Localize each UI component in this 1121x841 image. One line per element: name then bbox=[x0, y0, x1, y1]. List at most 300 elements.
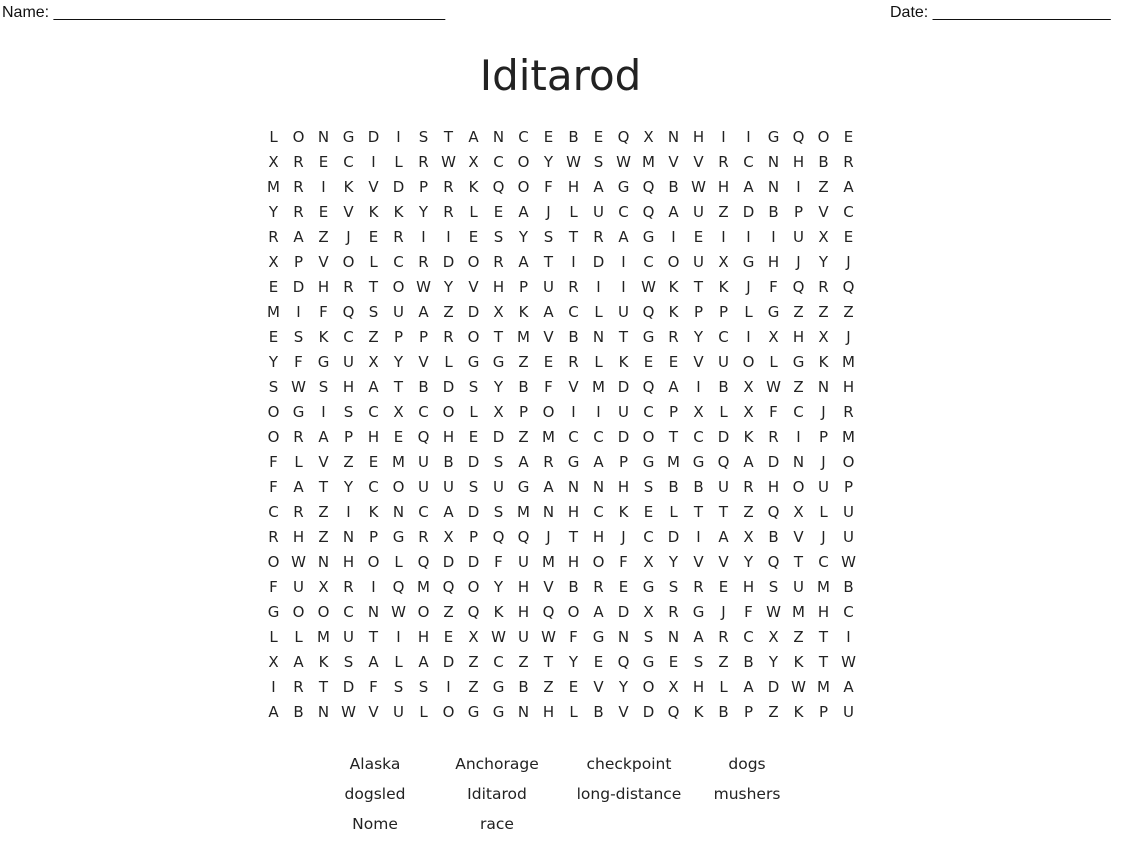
grid-letter: P bbox=[518, 278, 529, 296]
grid-letter: T bbox=[543, 253, 554, 271]
grid-letter: X bbox=[718, 253, 729, 271]
grid-letter: B bbox=[843, 578, 854, 596]
grid-letter: V bbox=[668, 153, 679, 171]
grid-letter: L bbox=[594, 353, 603, 371]
grid-letter: K bbox=[743, 428, 754, 446]
grid-letter: S bbox=[393, 678, 404, 696]
grid-row bbox=[261, 200, 861, 225]
grid-letter: B bbox=[668, 478, 679, 496]
grid-letter: B bbox=[693, 478, 704, 496]
grid-letter: T bbox=[393, 378, 404, 396]
grid-letter: I bbox=[796, 428, 801, 446]
grid-letter: A bbox=[618, 228, 629, 246]
grid-letter: K bbox=[468, 178, 479, 196]
grid-letter: Z bbox=[318, 228, 329, 246]
grid-letter: N bbox=[492, 128, 505, 146]
grid-letter: Q bbox=[767, 553, 780, 571]
grid-letter: R bbox=[768, 428, 779, 446]
grid-letter: N bbox=[367, 603, 380, 621]
grid-letter: U bbox=[518, 628, 529, 646]
grid-letter: D bbox=[592, 253, 605, 271]
grid-letter: H bbox=[692, 678, 705, 696]
grid-letter: L bbox=[569, 703, 578, 721]
grid-letter: S bbox=[343, 403, 354, 421]
grid-letter: E bbox=[368, 228, 379, 246]
page-title: Iditarod bbox=[479, 51, 642, 100]
grid-letter: I bbox=[446, 228, 451, 246]
grid-letter: Q bbox=[417, 428, 430, 446]
grid-letter: R bbox=[493, 253, 504, 271]
word-list-item: Iditarod bbox=[467, 785, 527, 803]
grid-letter: H bbox=[817, 603, 830, 621]
grid-letter: K bbox=[318, 653, 329, 671]
grid-letter: V bbox=[543, 328, 554, 346]
grid-letter: L bbox=[294, 628, 303, 646]
grid-letter: R bbox=[293, 503, 304, 521]
grid-letter: X bbox=[643, 603, 654, 621]
grid-letter: G bbox=[267, 603, 280, 621]
grid-letter: C bbox=[518, 128, 529, 146]
grid-letter: B bbox=[593, 703, 604, 721]
grid-letter: E bbox=[268, 328, 279, 346]
grid-letter: G bbox=[692, 603, 705, 621]
grid-letter: A bbox=[518, 453, 529, 471]
grid-letter: R bbox=[668, 328, 679, 346]
grid-letter: S bbox=[318, 378, 329, 396]
grid-letter: P bbox=[343, 428, 354, 446]
grid-letter: V bbox=[818, 203, 829, 221]
grid-row bbox=[261, 625, 861, 650]
grid-letter: X bbox=[443, 528, 454, 546]
grid-letter: O bbox=[392, 278, 405, 296]
grid-letter: A bbox=[543, 303, 554, 321]
grid-letter: C bbox=[493, 653, 504, 671]
grid-letter: X bbox=[318, 578, 329, 596]
grid-letter: M bbox=[792, 603, 805, 621]
grid-letter: F bbox=[319, 303, 328, 321]
grid-letter: E bbox=[268, 278, 279, 296]
grid-letter: N bbox=[342, 528, 355, 546]
grid-letter: Z bbox=[518, 653, 529, 671]
grid-letter: N bbox=[392, 503, 405, 521]
grid-letter: U bbox=[343, 353, 354, 371]
grid-letter: E bbox=[718, 578, 729, 596]
grid-letter: Y bbox=[518, 228, 529, 246]
grid-letter: O bbox=[392, 478, 405, 496]
grid-letter: X bbox=[643, 128, 654, 146]
grid-letter: R bbox=[843, 403, 854, 421]
grid-letter: Q bbox=[392, 578, 405, 596]
grid-letter: U bbox=[618, 303, 629, 321]
grid-letter: P bbox=[618, 453, 629, 471]
grid-letter: D bbox=[342, 678, 355, 696]
grid-letter: K bbox=[668, 278, 679, 296]
grid-letter: B bbox=[568, 128, 579, 146]
grid-letter: S bbox=[343, 653, 354, 671]
grid-letter: A bbox=[368, 378, 379, 396]
word-list-item: dogsled bbox=[344, 785, 406, 803]
grid-letter: I bbox=[571, 403, 576, 421]
grid-letter: G bbox=[467, 353, 480, 371]
grid-letter: X bbox=[268, 153, 279, 171]
grid-letter: M bbox=[842, 428, 855, 446]
grid-letter: U bbox=[693, 203, 704, 221]
grid-letter: J bbox=[721, 603, 726, 621]
grid-letter: R bbox=[268, 528, 279, 546]
grid-letter: Q bbox=[642, 378, 655, 396]
grid-letter: K bbox=[493, 603, 504, 621]
grid-letter: I bbox=[746, 328, 751, 346]
grid-letter: I bbox=[596, 278, 601, 296]
grid-letter: R bbox=[293, 428, 304, 446]
grid-letter: L bbox=[394, 553, 403, 571]
grid-letter: B bbox=[518, 678, 529, 696]
grid-letter: Q bbox=[842, 278, 855, 296]
grid-letter: I bbox=[371, 578, 376, 596]
grid-letter: X bbox=[818, 328, 829, 346]
grid-letter: O bbox=[342, 253, 355, 271]
grid-letter: Y bbox=[618, 678, 629, 696]
word-list bbox=[320, 751, 800, 841]
grid-letter: D bbox=[617, 378, 630, 396]
grid-letter: Q bbox=[792, 128, 805, 146]
grid-row bbox=[261, 550, 861, 575]
grid-letter: A bbox=[293, 228, 304, 246]
grid-letter: I bbox=[621, 278, 626, 296]
grid-letter: D bbox=[467, 453, 480, 471]
grid-letter: B bbox=[568, 328, 579, 346]
grid-letter: F bbox=[494, 553, 503, 571]
grid-letter: R bbox=[268, 228, 279, 246]
grid-letter: R bbox=[668, 603, 679, 621]
grid-letter: Q bbox=[642, 203, 655, 221]
grid-letter: H bbox=[792, 153, 805, 171]
grid-letter: N bbox=[317, 553, 330, 571]
grid-letter: J bbox=[346, 228, 351, 246]
grid-letter: V bbox=[318, 253, 329, 271]
grid-letter: R bbox=[293, 203, 304, 221]
grid-letter: R bbox=[418, 528, 429, 546]
grid-letter: I bbox=[671, 228, 676, 246]
grid-letter: K bbox=[618, 353, 629, 371]
grid-letter: R bbox=[718, 628, 729, 646]
grid-row bbox=[261, 475, 861, 500]
grid-letter: M bbox=[542, 553, 555, 571]
grid-letter: L bbox=[369, 253, 378, 271]
grid-letter: W bbox=[841, 653, 856, 671]
grid-letter: V bbox=[343, 203, 354, 221]
grid-letter: D bbox=[767, 453, 780, 471]
grid-letter: D bbox=[467, 303, 480, 321]
grid-letter: O bbox=[317, 603, 330, 621]
grid-letter: E bbox=[618, 578, 629, 596]
grid-letter: Y bbox=[493, 378, 504, 396]
grid-letter: P bbox=[743, 703, 754, 721]
grid-letter: L bbox=[294, 453, 303, 471]
grid-letter: W bbox=[791, 678, 806, 696]
grid-letter: T bbox=[568, 228, 579, 246]
grid-letter: C bbox=[568, 303, 579, 321]
grid-letter: N bbox=[567, 478, 580, 496]
grid-row bbox=[261, 650, 861, 675]
grid-letter: V bbox=[368, 178, 379, 196]
grid-letter: U bbox=[618, 403, 629, 421]
grid-letter: V bbox=[718, 553, 729, 571]
grid-letter: J bbox=[796, 253, 801, 271]
grid-letter: C bbox=[618, 203, 629, 221]
grid-letter: E bbox=[368, 453, 379, 471]
grid-letter: I bbox=[796, 178, 801, 196]
grid-letter: R bbox=[293, 153, 304, 171]
grid-letter: A bbox=[843, 678, 854, 696]
grid-letter: O bbox=[292, 128, 305, 146]
grid-letter: U bbox=[493, 478, 504, 496]
grid-letter: L bbox=[594, 303, 603, 321]
grid-letter: C bbox=[793, 403, 804, 421]
grid-letter: B bbox=[718, 703, 729, 721]
grid-letter: M bbox=[517, 503, 530, 521]
grid-letter: T bbox=[543, 653, 554, 671]
grid-letter: F bbox=[269, 578, 278, 596]
grid-letter: S bbox=[593, 153, 604, 171]
grid-letter: H bbox=[742, 578, 755, 596]
grid-letter: I bbox=[696, 378, 701, 396]
grid-letter: L bbox=[469, 403, 478, 421]
grid-letter: P bbox=[518, 403, 529, 421]
grid-letter: R bbox=[443, 203, 454, 221]
grid-letter: V bbox=[568, 378, 579, 396]
grid-letter: R bbox=[418, 153, 429, 171]
grid-letter: J bbox=[821, 403, 826, 421]
grid-letter: F bbox=[769, 278, 778, 296]
grid-letter: M bbox=[817, 578, 830, 596]
grid-letter: G bbox=[792, 353, 805, 371]
grid-letter: I bbox=[721, 228, 726, 246]
grid-letter: G bbox=[592, 628, 605, 646]
date-field-label: Date: ____________________ bbox=[890, 4, 1111, 21]
grid-letter: I bbox=[721, 128, 726, 146]
name-field-label: Name: ____________________________________________ bbox=[2, 4, 446, 21]
grid-letter: X bbox=[743, 403, 754, 421]
grid-row bbox=[261, 525, 861, 550]
grid-letter: Q bbox=[792, 278, 805, 296]
grid-letter: S bbox=[668, 578, 679, 596]
grid-letter: I bbox=[696, 528, 701, 546]
grid-letter: I bbox=[446, 678, 451, 696]
grid-letter: M bbox=[842, 353, 855, 371]
grid-letter: S bbox=[293, 328, 304, 346]
grid-letter: V bbox=[693, 553, 704, 571]
grid-letter: G bbox=[492, 353, 505, 371]
grid-letter: O bbox=[442, 703, 455, 721]
grid-letter: B bbox=[718, 378, 729, 396]
grid-letter: G bbox=[392, 528, 405, 546]
grid-letter: Z bbox=[793, 378, 804, 396]
grid-letter: E bbox=[643, 503, 654, 521]
grid-letter: Q bbox=[542, 603, 555, 621]
grid-letter: Z bbox=[843, 303, 854, 321]
grid-letter: C bbox=[268, 503, 279, 521]
grid-letter: S bbox=[368, 303, 379, 321]
grid-letter: W bbox=[441, 153, 456, 171]
grid-letter: R bbox=[718, 153, 729, 171]
grid-letter: A bbox=[743, 453, 754, 471]
grid-letter: I bbox=[396, 128, 401, 146]
grid-letter: X bbox=[468, 153, 479, 171]
grid-letter: E bbox=[643, 353, 654, 371]
grid-row bbox=[261, 375, 861, 400]
grid-letter: K bbox=[518, 303, 529, 321]
grid-letter: C bbox=[568, 428, 579, 446]
grid-letter: O bbox=[517, 178, 530, 196]
grid-letter: H bbox=[442, 428, 455, 446]
grid-letter: I bbox=[596, 403, 601, 421]
grid-letter: Q bbox=[642, 303, 655, 321]
grid-letter: F bbox=[769, 403, 778, 421]
grid-letter: H bbox=[542, 703, 555, 721]
grid-letter: D bbox=[667, 528, 680, 546]
grid-letter: A bbox=[518, 253, 529, 271]
grid-letter: C bbox=[418, 503, 429, 521]
grid-letter: Y bbox=[568, 653, 579, 671]
grid-letter: K bbox=[718, 278, 729, 296]
grid-row bbox=[261, 400, 861, 425]
grid-letter: F bbox=[544, 178, 553, 196]
grid-letter: Z bbox=[443, 603, 454, 621]
word-list-item: dogs bbox=[728, 755, 766, 773]
grid-letter: Y bbox=[768, 653, 779, 671]
grid-letter: P bbox=[693, 303, 704, 321]
grid-letter: W bbox=[391, 603, 406, 621]
grid-letter: U bbox=[593, 203, 604, 221]
grid-letter: U bbox=[843, 503, 854, 521]
grid-row bbox=[261, 125, 861, 150]
grid-letter: S bbox=[493, 453, 504, 471]
grid-letter: R bbox=[293, 678, 304, 696]
grid-letter: X bbox=[468, 628, 479, 646]
grid-letter: O bbox=[467, 253, 480, 271]
grid-letter: P bbox=[468, 528, 479, 546]
grid-letter: I bbox=[746, 228, 751, 246]
grid-letter: U bbox=[418, 453, 429, 471]
grid-letter: C bbox=[593, 503, 604, 521]
grid-letter: Z bbox=[518, 353, 529, 371]
grid-letter: I bbox=[371, 153, 376, 171]
grid-letter: E bbox=[593, 653, 604, 671]
grid-letter: H bbox=[792, 328, 805, 346]
word-list-item: checkpoint bbox=[586, 755, 672, 773]
grid-letter: Q bbox=[717, 453, 730, 471]
grid-letter: R bbox=[543, 453, 554, 471]
grid-letter: S bbox=[768, 578, 779, 596]
grid-letter: I bbox=[396, 628, 401, 646]
grid-letter: Y bbox=[743, 553, 754, 571]
grid-letter: Y bbox=[268, 353, 279, 371]
grid-letter: U bbox=[293, 578, 304, 596]
grid-letter: A bbox=[593, 178, 604, 196]
grid-letter: C bbox=[343, 603, 354, 621]
word-list-item: mushers bbox=[713, 785, 781, 803]
grid-letter: H bbox=[567, 503, 580, 521]
grid-letter: A bbox=[368, 653, 379, 671]
grid-letter: I bbox=[746, 128, 751, 146]
grid-letter: V bbox=[368, 703, 379, 721]
grid-letter: S bbox=[693, 653, 704, 671]
grid-letter: T bbox=[618, 328, 629, 346]
grid-letter: E bbox=[393, 428, 404, 446]
grid-letter: X bbox=[793, 503, 804, 521]
grid-letter: G bbox=[342, 128, 355, 146]
grid-letter: Z bbox=[818, 303, 829, 321]
grid-letter: H bbox=[517, 603, 530, 621]
grid-letter: E bbox=[318, 203, 329, 221]
grid-letter: W bbox=[491, 628, 506, 646]
grid-letter: J bbox=[846, 328, 851, 346]
grid-letter: B bbox=[668, 178, 679, 196]
grid-letter: G bbox=[292, 403, 305, 421]
grid-letter: E bbox=[843, 228, 854, 246]
grid-letter: Q bbox=[442, 578, 455, 596]
grid-letter: N bbox=[667, 628, 680, 646]
grid-letter: T bbox=[493, 328, 504, 346]
grid-letter: T bbox=[718, 503, 729, 521]
grid-row bbox=[261, 225, 861, 250]
grid-letter: U bbox=[443, 478, 454, 496]
grid-row bbox=[261, 275, 861, 300]
grid-letter: A bbox=[543, 478, 554, 496]
grid-letter: Z bbox=[718, 203, 729, 221]
grid-letter: M bbox=[642, 153, 655, 171]
grid-letter: N bbox=[317, 703, 330, 721]
grid-letter: C bbox=[643, 253, 654, 271]
grid-letter: F bbox=[619, 553, 628, 571]
grid-letter: L bbox=[394, 153, 403, 171]
grid-letter: A bbox=[293, 653, 304, 671]
grid-letter: N bbox=[592, 328, 605, 346]
grid-letter: C bbox=[393, 253, 404, 271]
grid-letter: C bbox=[368, 478, 379, 496]
grid-letter: J bbox=[821, 528, 826, 546]
grid-letter: R bbox=[418, 253, 429, 271]
grid-row bbox=[261, 500, 861, 525]
grid-letter: Z bbox=[318, 503, 329, 521]
grid-letter: R bbox=[568, 278, 579, 296]
grid-letter: H bbox=[417, 628, 430, 646]
grid-letter: N bbox=[767, 153, 780, 171]
grid-letter: D bbox=[767, 678, 780, 696]
grid-letter: W bbox=[616, 153, 631, 171]
grid-letter: O bbox=[792, 478, 805, 496]
grid-letter: T bbox=[818, 628, 829, 646]
grid-letter: I bbox=[621, 253, 626, 271]
grid-letter: Z bbox=[718, 653, 729, 671]
grid-letter: N bbox=[517, 703, 530, 721]
grid-letter: T bbox=[443, 128, 454, 146]
grid-letter: A bbox=[693, 628, 704, 646]
grid-row bbox=[261, 425, 861, 450]
grid-letter: E bbox=[493, 203, 504, 221]
grid-letter: G bbox=[492, 703, 505, 721]
grid-letter: U bbox=[718, 353, 729, 371]
grid-letter: P bbox=[293, 253, 304, 271]
grid-letter: K bbox=[393, 203, 404, 221]
grid-letter: S bbox=[418, 128, 429, 146]
grid-letter: K bbox=[343, 178, 354, 196]
grid-letter: Z bbox=[818, 178, 829, 196]
grid-letter: E bbox=[668, 653, 679, 671]
grid-letter: R bbox=[568, 353, 579, 371]
grid-letter: M bbox=[542, 428, 555, 446]
